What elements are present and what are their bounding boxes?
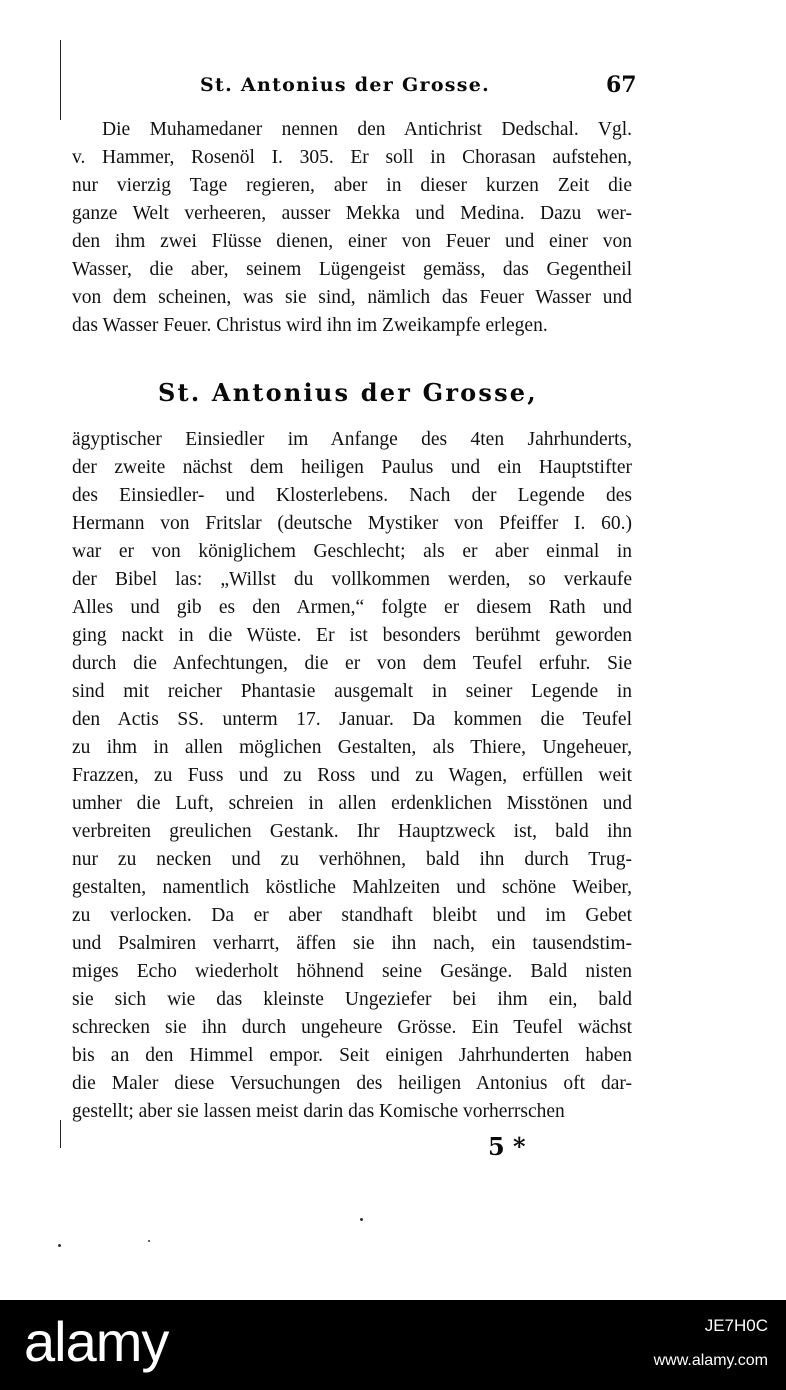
scan-margin-line: [60, 40, 61, 120]
page-number: 67: [606, 72, 637, 98]
scan-margin-line: [60, 1120, 61, 1148]
text-line: war er von königlichem Geschlecht; als er aber einmal in: [72, 541, 632, 562]
text-line: sie sich wie das kleinste Ungeziefer bei ihm ein, bald: [72, 989, 632, 1010]
text-line: v. Hammer, Rosenöl I. 305. Er soll in Chorasan aufstehen,: [72, 147, 632, 168]
text-line: nur vierzig Tage regieren, aber in dieser kurzen Zeit die: [72, 175, 632, 196]
signature-mark: 5 *: [488, 1132, 526, 1161]
text-line: gestellt; aber sie lassen meist darin das Komische vorherrschen: [72, 1101, 565, 1122]
text-line: Wasser, die aber, seinem Lügengeist gemäss, das Gegentheil: [72, 259, 632, 280]
text-line: Hermann von Fritslar (deutsche Mystiker von Pfeiffer I. 60.): [72, 513, 632, 534]
watermark-url: www.alamy.com: [653, 1352, 768, 1369]
paragraph-antonius: [72, 426, 632, 1126]
text-line: den ihm zwei Flüsse dienen, einer von Feuer und einer von: [72, 231, 632, 252]
text-line: miges Echo wiederholt höhnend seine Gesänge. Bald nisten: [72, 961, 632, 982]
text-line: die Maler diese Versuchungen des heiligen Antonius oft dar-: [72, 1073, 632, 1094]
text-line: Die Muhamedaner nennen den Antichrist Dedschal. Vgl.: [102, 119, 632, 140]
text-line: schrecken sie ihn durch ungeheure Grösse. Ein Teufel wächst: [72, 1017, 632, 1038]
text-line: und Psalmiren verharrt, äffen sie ihn nach, ein tausendstim-: [72, 933, 632, 954]
text-line: gestalten, namentlich köstliche Mahlzeiten und schöne Weiber,: [72, 877, 632, 898]
running-head: St. Antonius der Grosse.: [200, 74, 491, 96]
text-line: den Actis SS. unterm 17. Januar. Da kommen die Teufel: [72, 709, 632, 730]
scan-speck: [148, 1240, 150, 1242]
text-line: Alles und gib es den Armen,“ folgte er diesem Rath und: [72, 597, 632, 618]
text-line: ägyptischer Einsiedler im Anfange des 4ten Jahrhunderts,: [72, 429, 632, 450]
text-line: zu verlocken. Da er aber standhaft bleibt und im Gebet: [72, 905, 632, 926]
text-line: durch die Anfechtungen, die er von dem Teufel erfuhr. Sie: [72, 653, 632, 674]
text-line: ganze Welt verheeren, ausser Mekka und Medina. Dazu wer-: [72, 203, 632, 224]
scan-speck: [58, 1244, 61, 1247]
text-line: bis an den Himmel empor. Seit einigen Jahrhunderten haben: [72, 1045, 632, 1066]
text-line: nur zu necken und zu verhöhnen, bald ihn durch Trug-: [72, 849, 632, 870]
scan-speck: [360, 1218, 363, 1221]
text-line: von dem scheinen, was sie sind, nämlich das Feuer Wasser und: [72, 287, 632, 308]
text-line: der Bibel las: „Willst du vollkommen werden, so verkaufe: [72, 569, 632, 590]
text-line: umher die Luft, schreien in allen erdenklichen Misstönen und: [72, 793, 632, 814]
text-line: verbreiten greulichen Gestank. Ihr Hauptzweck ist, bald ihn: [72, 821, 632, 842]
text-line: sind mit reicher Phantasie ausgemalt in seiner Legende in: [72, 681, 632, 702]
text-line: des Einsiedler- und Klosterlebens. Nach der Legende des: [72, 485, 632, 506]
section-heading: St. Antonius der Grosse,: [158, 378, 538, 407]
text-line: Frazzen, zu Fuss und zu Ross und zu Wagen, erfüllen weit: [72, 765, 632, 786]
watermark-logo: alamy: [24, 1310, 169, 1373]
text-line: ging nackt in die Wüste. Er ist besonders berühmt geworden: [72, 625, 632, 646]
text-line: das Wasser Feuer. Christus wird ihn im Zweikampfe erlegen.: [72, 315, 548, 336]
text-line: zu ihm in allen möglichen Gestalten, als Thiere, Ungeheuer,: [72, 737, 632, 758]
text-line: der zweite nächst dem heiligen Paulus und ein Hauptstifter: [72, 457, 632, 478]
paragraph-antichrist: [72, 116, 632, 340]
watermark-image-id: JE7H0C: [704, 1316, 768, 1335]
